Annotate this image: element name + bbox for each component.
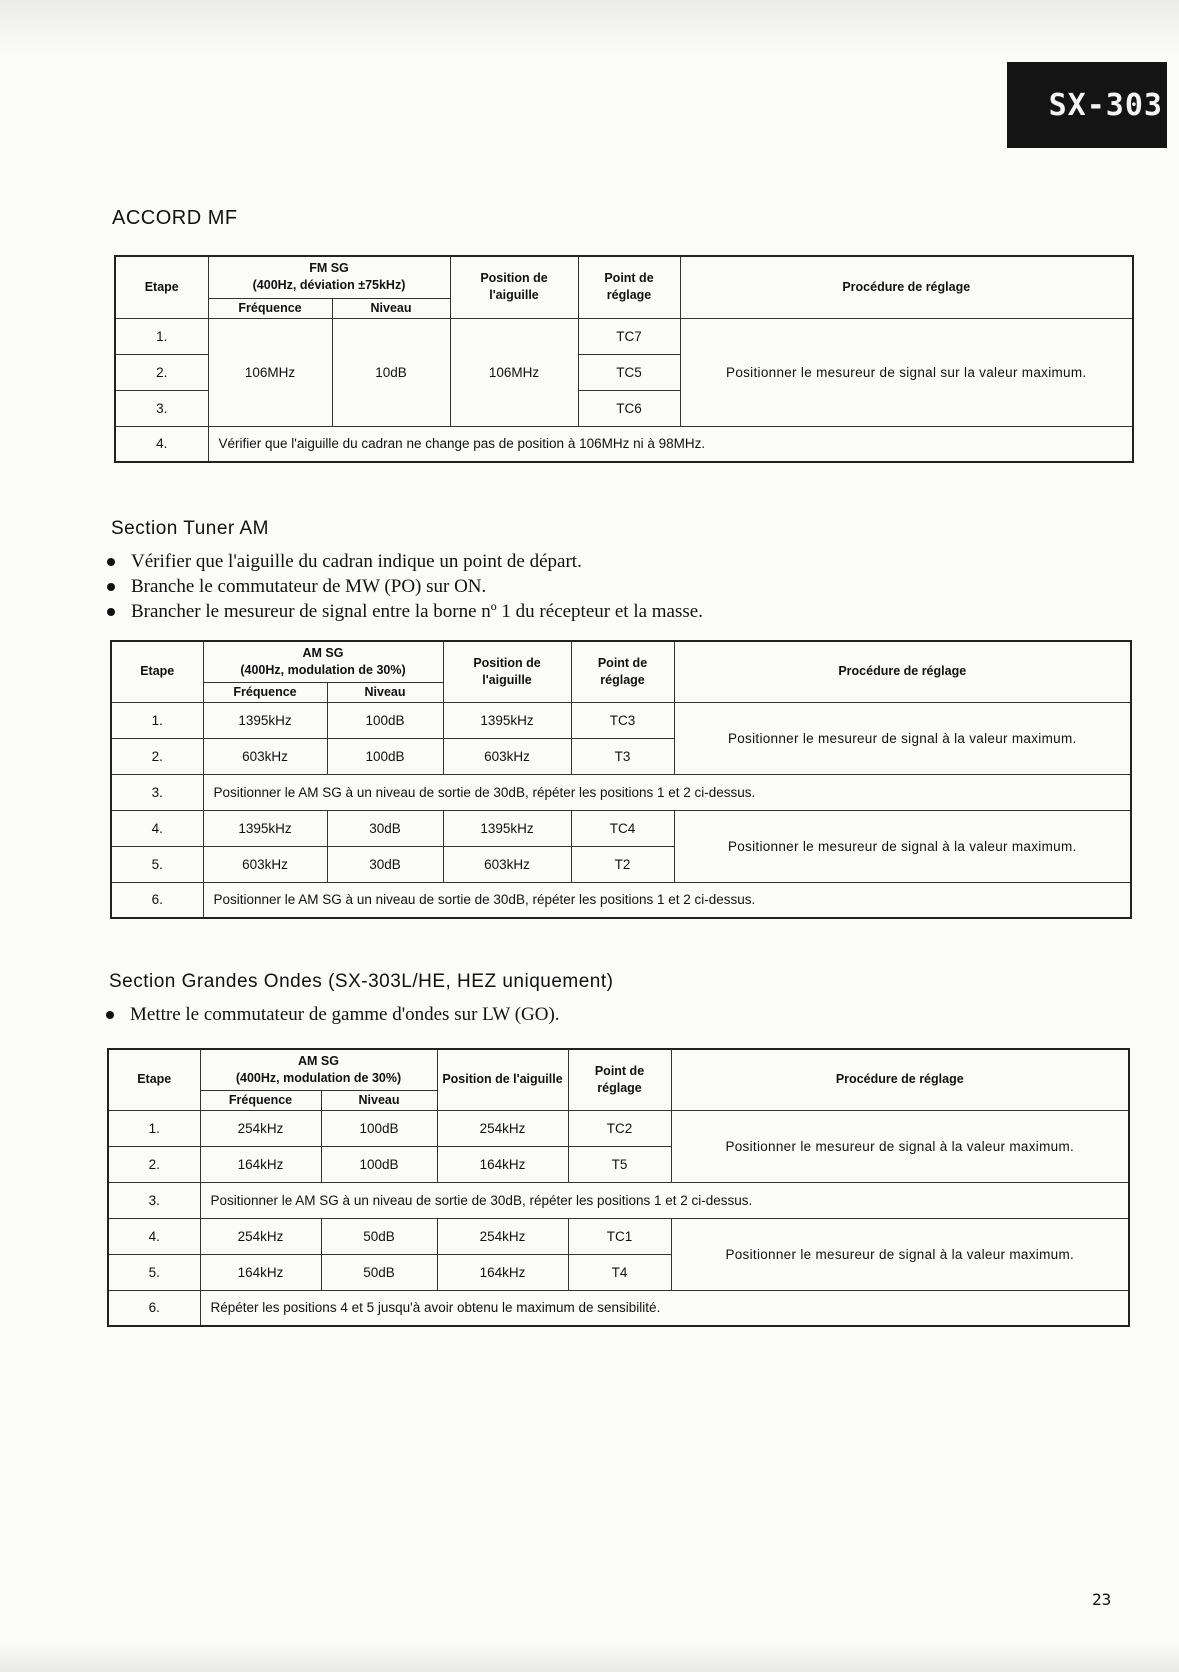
cell-position: 254kHz	[437, 1218, 568, 1254]
cell-freq: 1395kHz	[203, 810, 327, 846]
cell-step: 3.	[115, 390, 208, 426]
cell-procedure: Positionner le mesureur de signal sur la valeur maximum.	[680, 318, 1133, 426]
header-etape: Etape	[111, 641, 203, 702]
section-title-grandes-ondes: Section Grandes Ondes (SX-303L/HE, HEZ uniquement)	[109, 971, 614, 992]
header-point: Point de réglage	[571, 641, 674, 702]
table-accord-mf	[114, 255, 1134, 463]
cell-step: 3.	[108, 1182, 200, 1218]
bullet-item: Mettre le commutateur de gamme d'ondes sur LW (GO).	[104, 1002, 560, 1027]
cell-position: 603kHz	[443, 846, 571, 882]
header-sg-sub: (400Hz, modulation de 30%)	[235, 1070, 402, 1085]
cell-freq: 164kHz	[200, 1146, 321, 1182]
cell-freq: 603kHz	[203, 738, 327, 774]
cell-freq: 603kHz	[203, 846, 327, 882]
header-procedure: Procédure de réglage	[671, 1049, 1129, 1110]
cell-level: 30dB	[327, 846, 443, 882]
bullet-item: Brancher le mesureur de signal entre la borne nº 1 du récepteur et la masse.	[105, 599, 703, 624]
cell-step: 3.	[111, 774, 203, 810]
cell-level: 50dB	[321, 1218, 437, 1254]
cell-position: 164kHz	[437, 1254, 568, 1290]
cell-note: Répéter les positions 4 et 5 jusqu'à avoir obtenu le maximum de sensibilité.	[200, 1290, 1129, 1326]
header-frequence: Fréquence	[208, 298, 332, 318]
cell-step: 2.	[108, 1146, 200, 1182]
cell-point: T4	[568, 1254, 671, 1290]
header-sg	[203, 641, 443, 682]
header-point: Point de réglage	[578, 256, 680, 318]
section-title-accord-mf: ACCORD MF	[112, 207, 238, 229]
cell-level: 50dB	[321, 1254, 437, 1290]
header-position: Position de l'aiguille	[437, 1049, 568, 1110]
cell-point: TC1	[568, 1218, 671, 1254]
table-grandes-ondes	[107, 1048, 1130, 1327]
cell-position: 106MHz	[450, 318, 578, 426]
header-sg-title: FM SG	[309, 261, 349, 276]
cell-step: 4.	[115, 426, 208, 462]
cell-note: Vérifier que l'aiguille du cadran ne change pas de position à 106MHz ni à 98MHz.	[208, 426, 1133, 462]
cell-step: 1.	[111, 702, 203, 738]
header-sg	[208, 256, 450, 298]
cell-procedure: Positionner le mesureur de signal à la valeur maximum.	[671, 1218, 1129, 1290]
header-niveau: Niveau	[321, 1090, 437, 1110]
cell-level: 30dB	[327, 810, 443, 846]
header-etape: Etape	[115, 256, 208, 318]
header-position: Position de l'aiguille	[443, 641, 571, 702]
cell-note: Positionner le AM SG à un niveau de sortie de 30dB, répéter les positions 1 et 2 ci-dessus.	[203, 774, 1131, 810]
header-sg-sub: (400Hz, modulation de 30%)	[240, 662, 406, 677]
header-sg-title: AM SG	[302, 645, 344, 660]
cell-level: 100dB	[321, 1110, 437, 1146]
cell-point: TC4	[571, 810, 674, 846]
table-tuner-am	[110, 640, 1132, 919]
cell-point: T2	[571, 846, 674, 882]
cell-level: 100dB	[327, 702, 443, 738]
header-frequence: Fréquence	[203, 682, 327, 702]
cell-point: TC6	[578, 390, 680, 426]
cell-point: TC3	[571, 702, 674, 738]
header-sg-title: AM SG	[298, 1053, 339, 1068]
cell-level: 100dB	[321, 1146, 437, 1182]
page-number: 23	[1092, 1590, 1112, 1609]
header-procedure: Procédure de réglage	[680, 256, 1133, 318]
cell-point: TC7	[578, 318, 680, 354]
model-badge: SX-303	[1007, 62, 1167, 148]
cell-step: 6.	[108, 1290, 200, 1326]
cell-step: 6.	[111, 882, 203, 918]
cell-position: 603kHz	[443, 738, 571, 774]
cell-freq: 254kHz	[200, 1110, 321, 1146]
header-niveau: Niveau	[332, 298, 450, 318]
cell-procedure: Positionner le mesureur de signal à la valeur maximum.	[671, 1110, 1129, 1182]
cell-point: TC2	[568, 1110, 671, 1146]
header-point: Point de réglage	[568, 1049, 671, 1110]
cell-step: 5.	[108, 1254, 200, 1290]
header-position: Position de l'aiguille	[450, 256, 578, 318]
cell-procedure: Positionner le mesureur de signal à la valeur maximum.	[674, 810, 1131, 882]
scan-noise-top	[0, 0, 1179, 58]
header-etape: Etape	[108, 1049, 200, 1110]
cell-step: 4.	[108, 1218, 200, 1254]
cell-procedure: Positionner le mesureur de signal à la valeur maximum.	[674, 702, 1131, 774]
cell-position: 1395kHz	[443, 702, 571, 738]
cell-position: 1395kHz	[443, 810, 571, 846]
header-sg-sub: (400Hz, déviation ±75kHz)	[252, 278, 406, 293]
cell-step: 1.	[108, 1110, 200, 1146]
cell-step: 2.	[111, 738, 203, 774]
cell-note: Positionner le AM SG à un niveau de sortie de 30dB, répéter les positions 1 et 2 ci-dessus.	[200, 1182, 1129, 1218]
scan-noise-bottom	[0, 1642, 1179, 1672]
cell-point: T5	[568, 1146, 671, 1182]
cell-point: TC5	[578, 354, 680, 390]
cell-freq: 1395kHz	[203, 702, 327, 738]
cell-freq: 164kHz	[200, 1254, 321, 1290]
cell-freq: 254kHz	[200, 1218, 321, 1254]
header-sg	[200, 1049, 437, 1090]
header-niveau: Niveau	[327, 682, 443, 702]
cell-step: 1.	[115, 318, 208, 354]
bullet-list-grandes-ondes	[104, 1002, 560, 1027]
cell-position: 254kHz	[437, 1110, 568, 1146]
cell-level: 10dB	[332, 318, 450, 426]
cell-point: T3	[571, 738, 674, 774]
bullet-list-tuner-am	[105, 549, 703, 624]
cell-step: 2.	[115, 354, 208, 390]
cell-freq: 106MHz	[208, 318, 332, 426]
cell-position: 164kHz	[437, 1146, 568, 1182]
header-procedure: Procédure de réglage	[674, 641, 1131, 702]
bullet-item: Branche le commutateur de MW (PO) sur ON.	[105, 574, 703, 599]
cell-note: Positionner le AM SG à un niveau de sortie de 30dB, répéter les positions 1 et 2 ci-dessus.	[203, 882, 1131, 918]
cell-step: 4.	[111, 810, 203, 846]
cell-level: 100dB	[327, 738, 443, 774]
cell-step: 5.	[111, 846, 203, 882]
bullet-item: Vérifier que l'aiguille du cadran indique un point de départ.	[105, 549, 703, 574]
section-title-tuner-am: Section Tuner AM	[111, 518, 269, 539]
header-frequence: Fréquence	[200, 1090, 321, 1110]
